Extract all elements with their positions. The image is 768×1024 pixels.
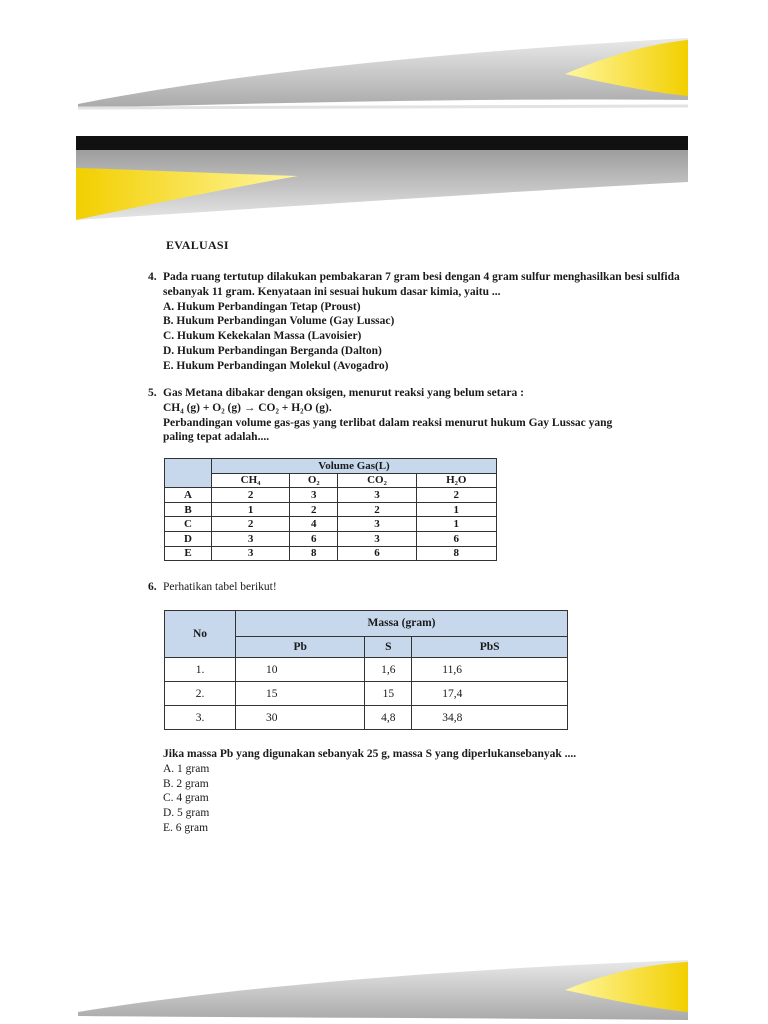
question-intro: Perhatikan tabel berikut! [163,581,277,593]
table-row [165,682,568,706]
question-number: 6. [148,581,157,593]
bottom-swoosh-decoration [0,950,768,1024]
header-band-decoration [0,132,768,224]
option-c[interactable]: C. 4 gram [163,792,209,805]
table-cell: 3 [338,531,416,546]
row-label: E [165,546,212,561]
table-cell: 1 [212,502,290,517]
table-cell: 15 [236,682,365,706]
option-a[interactable]: A. Hukum Perbandingan Tetap (Proust) [163,300,361,313]
table-cell: 30 [236,706,365,730]
table-cell: 1 [416,502,496,517]
table-cell: 17,4 [412,682,568,706]
column-header: CO₂ [338,473,416,488]
volume-gas-table [164,458,497,561]
table-cell: 15 [365,682,412,706]
table-group-header: Volume Gas(L) [212,459,497,474]
row-number: 2. [165,682,236,706]
question-text: Pada ruang tertutup dilakukan pembakaran 7 gram besi dengan 4 gram sulfur menghasilkan besi sulfida sebanyak 11 gram. Kenyataan ini sesuai hukum dasar kimia, yaitu ... [163,271,680,298]
question-text: Jika massa Pb yang digunakan sebanyak 25 g, massa S yang diperlukansebanyak .... [163,748,577,760]
column-header: Pb [236,636,365,657]
option-e[interactable]: E. Hukum Perbandingan Molekul (Avogadro) [163,359,389,372]
top-swoosh-decoration [0,30,768,120]
table-cell: 6 [416,531,496,546]
row-label: D [165,531,212,546]
table-row [165,706,568,730]
column-header: CH₄ [212,473,290,488]
reaction-equation: CH₄ (g) + O₂ (g) → CO₂ + H₂O (g). [163,401,332,414]
table-corner-cell [165,459,212,488]
no-header: No [165,611,236,658]
table-cell: 3 [212,531,290,546]
option-d[interactable]: D. Hukum Perbandingan Berganda (Dalton) [163,344,382,357]
question-text-continued: Perbandingan volume gas-gas yang terlibat dalam reaksi menurut hukum Gay Lussac yang paling tepat adalah.... [163,416,613,444]
table-cell: 3 [290,488,338,503]
row-number: 3. [165,706,236,730]
table-row [165,546,497,561]
table-cell: 34,8 [412,706,568,730]
question-number: 4. [148,271,157,283]
table-cell: 2 [416,488,496,503]
row-label: B [165,502,212,517]
table-cell: 2 [290,502,338,517]
table-row [165,531,497,546]
table-group-header: Massa (gram) [236,611,568,637]
table-cell: 6 [290,531,338,546]
table-cell: 8 [416,546,496,561]
table-cell: 4,8 [365,706,412,730]
question-number: 5. [148,387,157,399]
table-cell: 2 [212,517,290,532]
mass-table [164,610,568,730]
table-cell: 4 [290,517,338,532]
table-cell: 6 [338,546,416,561]
row-label: C [165,517,212,532]
table-cell: 1,6 [365,658,412,682]
table-row [165,658,568,682]
option-a[interactable]: A. 1 gram [163,762,210,775]
question-text: Gas Metana dibakar dengan oksigen, menurut reaksi yang belum setara : [163,387,524,399]
table-cell: 8 [290,546,338,561]
table-cell: 3 [212,546,290,561]
question-6-followup [163,747,683,836]
question-5 [148,386,688,445]
row-label: A [165,488,212,503]
table-row [165,517,497,532]
table-cell: 1 [416,517,496,532]
table-row [165,488,497,503]
table-cell: 11,6 [412,658,568,682]
table-cell: 2 [338,502,416,517]
question-6 [148,580,688,595]
table-cell: 3 [338,517,416,532]
column-header: PbS [412,636,568,657]
option-c[interactable]: C. Hukum Kekekalan Massa (Lavoisier) [163,330,362,343]
column-header: H₂O [416,473,496,488]
table-cell: 3 [338,488,416,503]
column-header: S [365,636,412,657]
option-b[interactable]: B. Hukum Perbandingan Volume (Gay Lussac) [163,315,395,328]
option-b[interactable]: B. 2 gram [163,777,209,790]
table-cell: 2 [212,488,290,503]
option-d[interactable]: D. 5 gram [163,807,210,820]
column-header: O₂ [290,473,338,488]
question-4 [148,270,688,374]
table-cell: 10 [236,658,365,682]
section-heading: EVALUASI [166,238,229,252]
row-number: 1. [165,658,236,682]
table-row [165,502,497,517]
option-e[interactable]: E. 6 gram [163,821,209,834]
